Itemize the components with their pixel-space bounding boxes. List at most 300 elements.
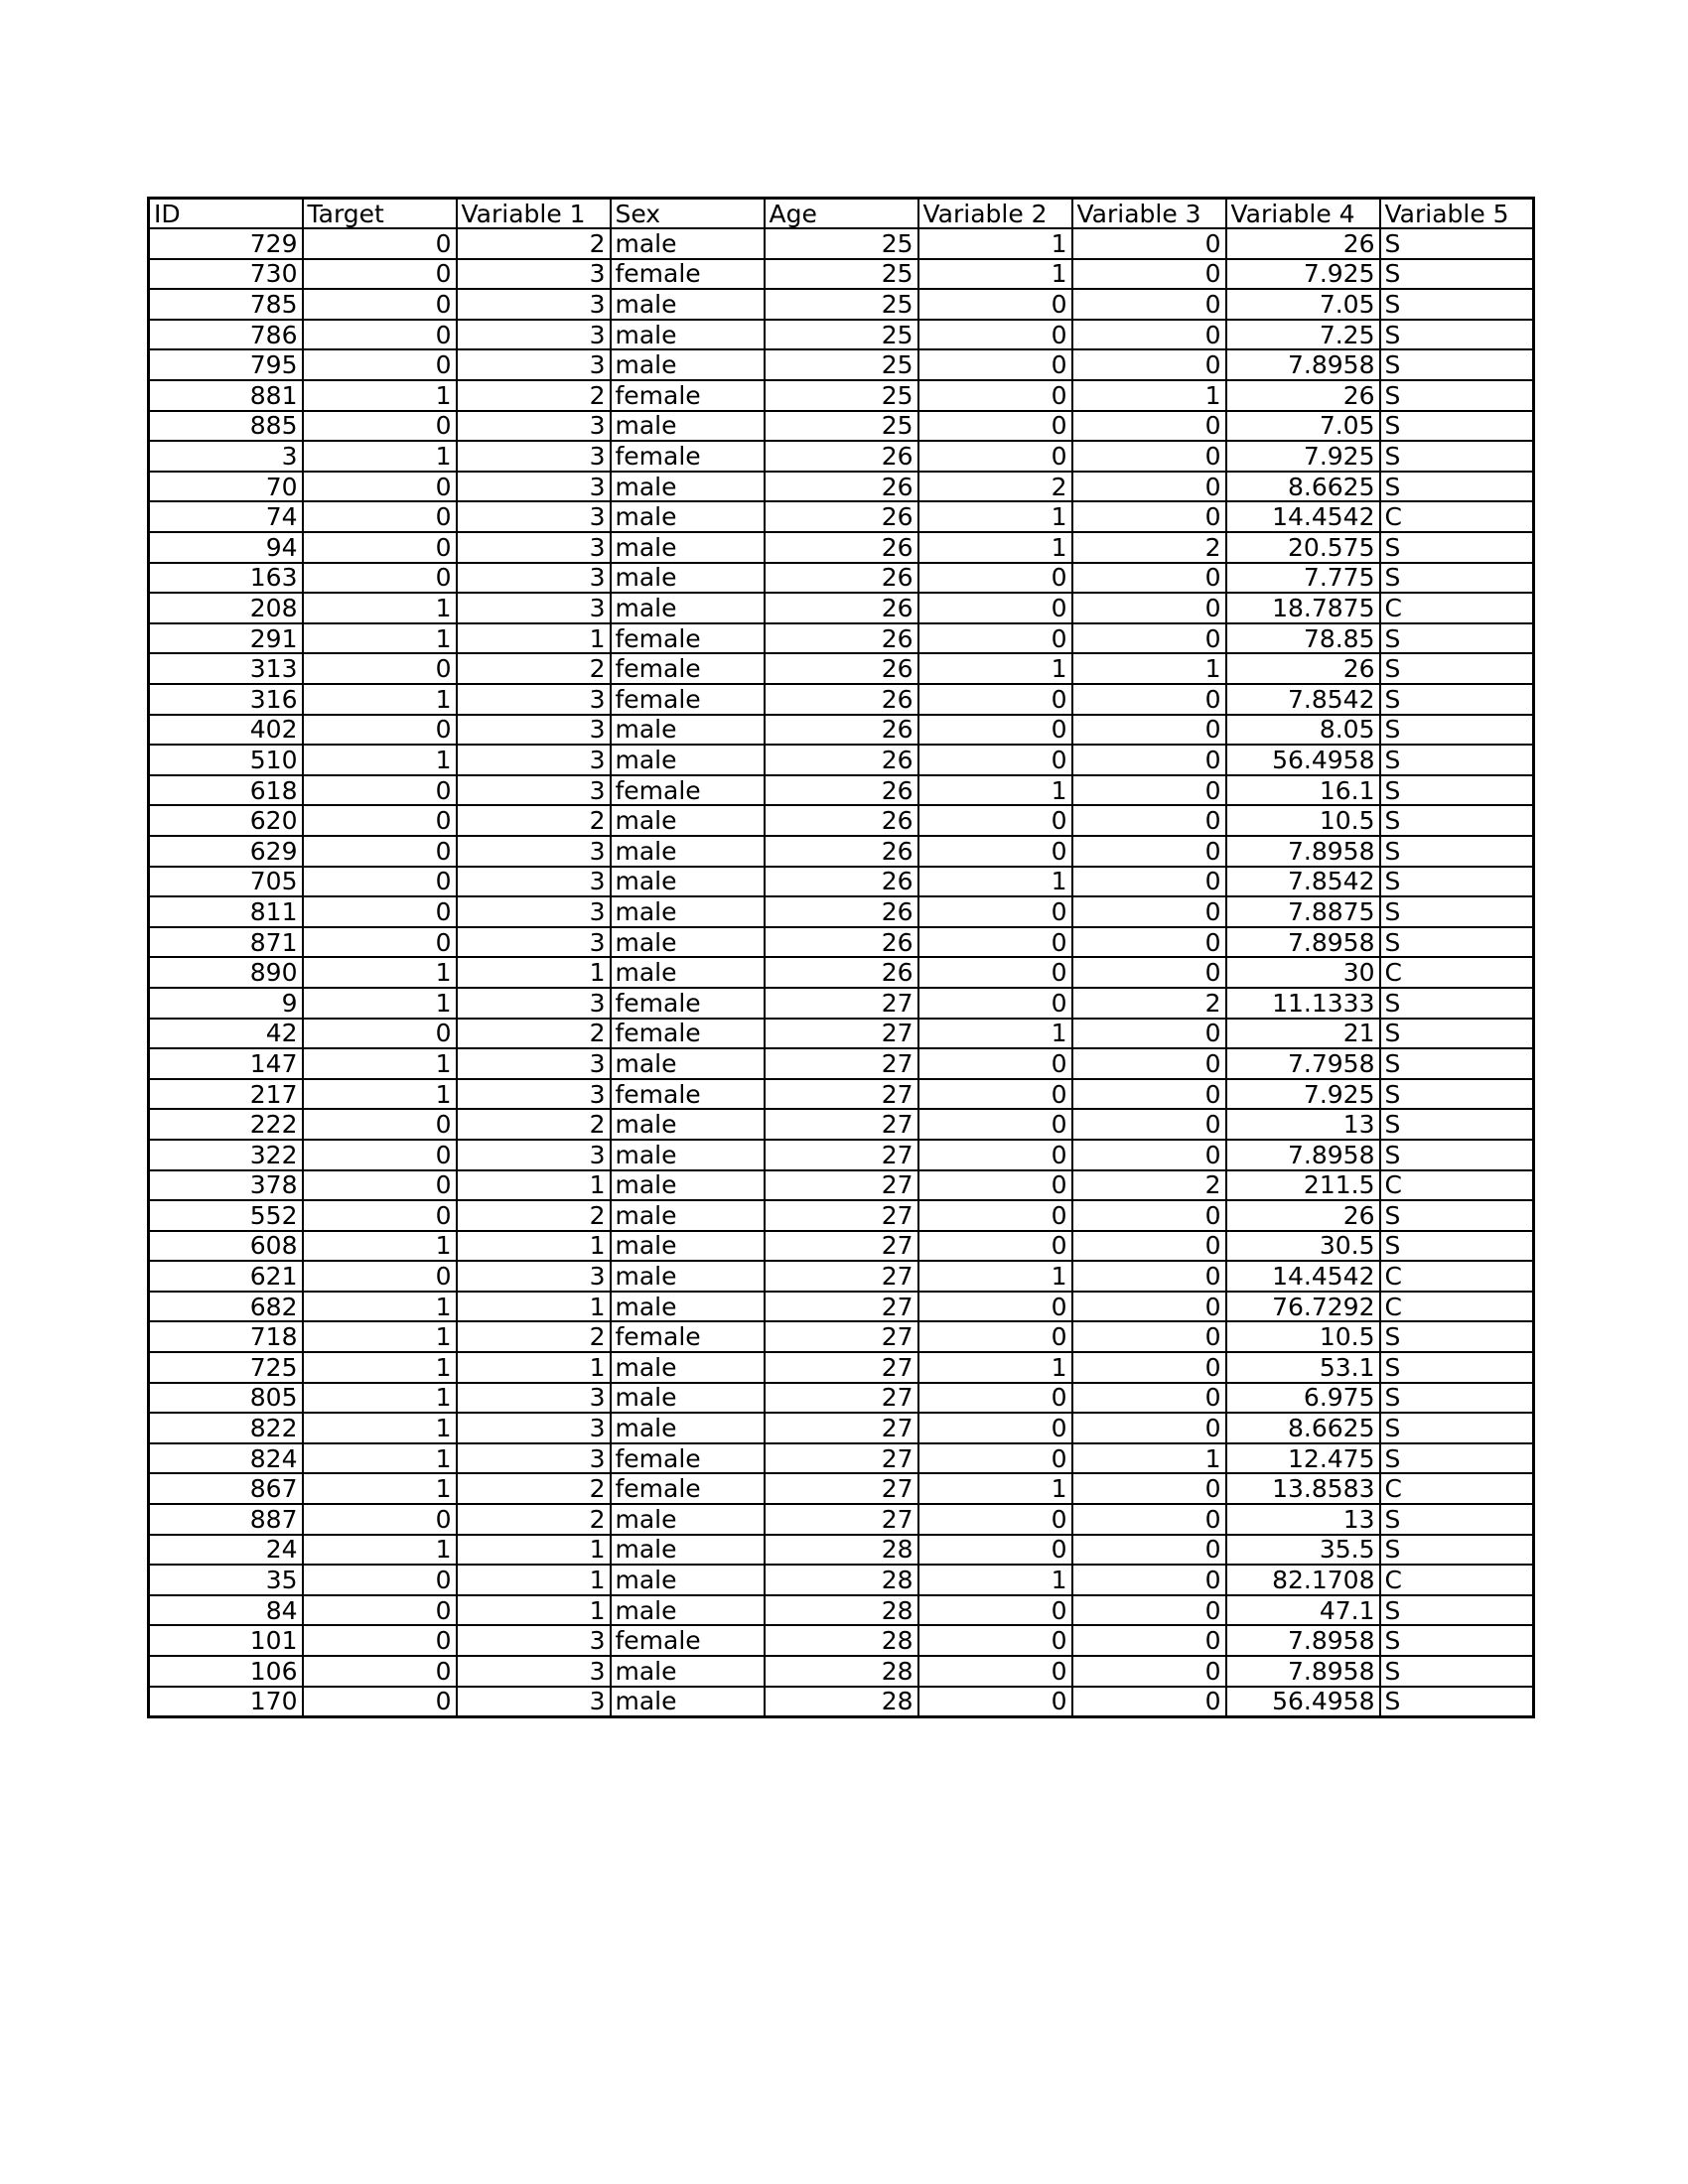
table-cell: 26 bbox=[1226, 1200, 1380, 1231]
table-cell: 0 bbox=[303, 228, 457, 259]
table-cell: 291 bbox=[149, 623, 303, 654]
table-cell: 7.8542 bbox=[1226, 867, 1380, 897]
table-cell: 0 bbox=[918, 1170, 1072, 1201]
table-cell: male bbox=[611, 501, 765, 532]
table-cell: 805 bbox=[149, 1383, 303, 1414]
table-cell: 0 bbox=[918, 623, 1072, 654]
table-cell: 3 bbox=[457, 1656, 611, 1687]
table-cell: 1 bbox=[918, 653, 1072, 684]
table-cell: S bbox=[1380, 745, 1534, 775]
table-cell: 0 bbox=[1072, 1140, 1226, 1170]
table-row bbox=[149, 896, 1534, 927]
table-cell: 0 bbox=[303, 653, 457, 684]
table-cell: 0 bbox=[918, 593, 1072, 623]
table-cell: 1 bbox=[1072, 653, 1226, 684]
table-cell: S bbox=[1380, 441, 1534, 472]
table-cell: 0 bbox=[918, 1656, 1072, 1687]
table-cell: female bbox=[611, 775, 765, 806]
table-cell: 0 bbox=[303, 1200, 457, 1231]
table-cell: 0 bbox=[918, 927, 1072, 958]
table-cell: 25 bbox=[765, 349, 918, 380]
table-cell: male bbox=[611, 1352, 765, 1383]
data-table bbox=[147, 197, 1535, 1718]
table-cell: S bbox=[1380, 1048, 1534, 1079]
table-cell: 0 bbox=[1072, 593, 1226, 623]
table-cell: 785 bbox=[149, 289, 303, 320]
table-row bbox=[149, 927, 1534, 958]
table-cell: 0 bbox=[1072, 1687, 1226, 1717]
table-cell: male bbox=[611, 836, 765, 867]
table-cell: 7.925 bbox=[1226, 259, 1380, 290]
table-row bbox=[149, 1140, 1534, 1170]
table-cell: 0 bbox=[918, 1504, 1072, 1535]
table-cell: 26 bbox=[765, 715, 918, 746]
table-cell: 1 bbox=[303, 1352, 457, 1383]
table-cell: 28 bbox=[765, 1535, 918, 1566]
table-cell: 3 bbox=[457, 563, 611, 594]
table-cell: 27 bbox=[765, 1019, 918, 1049]
table-cell: 0 bbox=[1072, 1019, 1226, 1049]
table-cell: 621 bbox=[149, 1261, 303, 1292]
table-cell: 106 bbox=[149, 1656, 303, 1687]
table-cell: 7.05 bbox=[1226, 411, 1380, 442]
table-row bbox=[149, 1321, 1534, 1352]
table-cell: male bbox=[611, 1170, 765, 1201]
table-cell: C bbox=[1380, 1170, 1534, 1201]
table-cell: 0 bbox=[1072, 775, 1226, 806]
table-cell: S bbox=[1380, 1321, 1534, 1352]
table-cell: 0 bbox=[918, 715, 1072, 746]
table-cell: 11.1333 bbox=[1226, 988, 1380, 1019]
table-cell: S bbox=[1380, 320, 1534, 350]
table-cell: 1 bbox=[918, 1473, 1072, 1504]
table-cell: 13.8583 bbox=[1226, 1473, 1380, 1504]
table-cell: 14.4542 bbox=[1226, 501, 1380, 532]
table-cell: 0 bbox=[1072, 623, 1226, 654]
table-cell: 811 bbox=[149, 896, 303, 927]
table-cell: male bbox=[611, 1565, 765, 1595]
table-cell: S bbox=[1380, 1535, 1534, 1566]
table-cell: 2 bbox=[457, 1019, 611, 1049]
table-cell: 0 bbox=[303, 472, 457, 502]
table-cell: 0 bbox=[303, 411, 457, 442]
table-cell: S bbox=[1380, 259, 1534, 290]
table-cell: 2 bbox=[457, 1504, 611, 1535]
table-cell: 26 bbox=[1226, 653, 1380, 684]
table-cell: male bbox=[611, 867, 765, 897]
table-cell: S bbox=[1380, 411, 1534, 442]
table-row bbox=[149, 1473, 1534, 1504]
table-cell: 0 bbox=[303, 1504, 457, 1535]
table-cell: 26 bbox=[1226, 380, 1380, 411]
table-cell: 3 bbox=[457, 684, 611, 715]
table-cell: S bbox=[1380, 349, 1534, 380]
table-cell: 1 bbox=[457, 1352, 611, 1383]
table-cell: 313 bbox=[149, 653, 303, 684]
table-cell: 3 bbox=[457, 320, 611, 350]
table-cell: 0 bbox=[1072, 1413, 1226, 1443]
table-cell: 0 bbox=[1072, 1473, 1226, 1504]
table-row bbox=[149, 623, 1534, 654]
table-cell: 0 bbox=[918, 320, 1072, 350]
table-cell: 0 bbox=[1072, 1595, 1226, 1626]
table-cell: 0 bbox=[303, 1170, 457, 1201]
table-cell: 2 bbox=[1072, 1170, 1226, 1201]
table-cell: 1 bbox=[457, 1231, 611, 1262]
table-cell: S bbox=[1380, 653, 1534, 684]
table-cell: 3 bbox=[457, 259, 611, 290]
table-cell: 27 bbox=[765, 1170, 918, 1201]
table-cell: female bbox=[611, 1473, 765, 1504]
table-cell: 26 bbox=[765, 563, 918, 594]
table-cell: 552 bbox=[149, 1200, 303, 1231]
table-cell: 1 bbox=[918, 1261, 1072, 1292]
table-cell: 1 bbox=[918, 259, 1072, 290]
table-cell: 1 bbox=[457, 1535, 611, 1566]
table-cell: 3 bbox=[457, 289, 611, 320]
table-row bbox=[149, 472, 1534, 502]
table-cell: 6.975 bbox=[1226, 1383, 1380, 1414]
table-row bbox=[149, 1625, 1534, 1656]
table-cell: S bbox=[1380, 805, 1534, 836]
table-cell: 1 bbox=[303, 623, 457, 654]
table-cell: female bbox=[611, 259, 765, 290]
table-cell: 26 bbox=[765, 653, 918, 684]
table-cell: 27 bbox=[765, 988, 918, 1019]
table-cell: 25 bbox=[765, 259, 918, 290]
table-cell: 18.7875 bbox=[1226, 593, 1380, 623]
column-header: Variable 2 bbox=[918, 199, 1072, 229]
table-cell: 0 bbox=[918, 1535, 1072, 1566]
table-cell: male bbox=[611, 593, 765, 623]
table-cell: S bbox=[1380, 927, 1534, 958]
table-cell: 7.8958 bbox=[1226, 1140, 1380, 1170]
table-cell: 0 bbox=[303, 1687, 457, 1717]
table-cell: 3 bbox=[457, 593, 611, 623]
table-cell: 82.1708 bbox=[1226, 1565, 1380, 1595]
table-cell: 27 bbox=[765, 1473, 918, 1504]
table-cell: female bbox=[611, 1443, 765, 1474]
table-cell: 26 bbox=[1226, 228, 1380, 259]
table-cell: 42 bbox=[149, 1019, 303, 1049]
table-cell: 20.575 bbox=[1226, 532, 1380, 563]
table-cell: 0 bbox=[1072, 1048, 1226, 1079]
table-cell: S bbox=[1380, 867, 1534, 897]
table-cell: male bbox=[611, 228, 765, 259]
table-cell: 1 bbox=[457, 1170, 611, 1201]
table-cell: 0 bbox=[303, 320, 457, 350]
table-cell: 28 bbox=[765, 1687, 918, 1717]
table-cell: female bbox=[611, 623, 765, 654]
table-cell: 1 bbox=[918, 1019, 1072, 1049]
table-cell: 3 bbox=[457, 411, 611, 442]
table-cell: 7.05 bbox=[1226, 289, 1380, 320]
table-cell: male bbox=[611, 1048, 765, 1079]
table-row bbox=[149, 1352, 1534, 1383]
table-cell: 56.4958 bbox=[1226, 1687, 1380, 1717]
table-cell: 1 bbox=[303, 1048, 457, 1079]
table-cell: S bbox=[1380, 1625, 1534, 1656]
table-row bbox=[149, 320, 1534, 350]
table-cell: 0 bbox=[303, 501, 457, 532]
table-cell: S bbox=[1380, 684, 1534, 715]
table-cell: female bbox=[611, 1625, 765, 1656]
column-header: Variable 4 bbox=[1226, 199, 1380, 229]
table-cell: 27 bbox=[765, 1321, 918, 1352]
table-cell: 682 bbox=[149, 1292, 303, 1322]
table-cell: 1 bbox=[303, 988, 457, 1019]
table-cell: 1 bbox=[303, 1079, 457, 1110]
table-row bbox=[149, 653, 1534, 684]
table-cell: 26 bbox=[765, 745, 918, 775]
table-cell: 0 bbox=[918, 1109, 1072, 1140]
table-cell: 0 bbox=[303, 349, 457, 380]
table-row bbox=[149, 563, 1534, 594]
table-cell: 0 bbox=[918, 1231, 1072, 1262]
table-row bbox=[149, 1109, 1534, 1140]
table-row bbox=[149, 715, 1534, 746]
table-cell: 0 bbox=[1072, 1200, 1226, 1231]
table-row bbox=[149, 684, 1534, 715]
table-cell: male bbox=[611, 1504, 765, 1535]
table-cell: 0 bbox=[1072, 1231, 1226, 1262]
table-cell: 0 bbox=[303, 836, 457, 867]
table-cell: 0 bbox=[1072, 1109, 1226, 1140]
table-cell: 1 bbox=[918, 228, 1072, 259]
table-cell: 27 bbox=[765, 1140, 918, 1170]
table-row bbox=[149, 501, 1534, 532]
table-cell: 1 bbox=[303, 1443, 457, 1474]
table-cell: male bbox=[611, 349, 765, 380]
table-cell: 27 bbox=[765, 1048, 918, 1079]
table-cell: 0 bbox=[1072, 349, 1226, 380]
table-cell: S bbox=[1380, 896, 1534, 927]
table-row bbox=[149, 988, 1534, 1019]
table-cell: male bbox=[611, 1261, 765, 1292]
table-cell: 0 bbox=[303, 532, 457, 563]
table-cell: 8.6625 bbox=[1226, 1413, 1380, 1443]
table-cell: 2 bbox=[457, 1473, 611, 1504]
table-cell: 27 bbox=[765, 1504, 918, 1535]
table-cell: 0 bbox=[918, 957, 1072, 988]
table-cell: 26 bbox=[765, 927, 918, 958]
table-cell: 27 bbox=[765, 1261, 918, 1292]
table-cell: 3 bbox=[457, 775, 611, 806]
table-cell: 27 bbox=[765, 1079, 918, 1110]
table-cell: 2 bbox=[457, 653, 611, 684]
table-cell: 1 bbox=[1072, 1443, 1226, 1474]
table-cell: S bbox=[1380, 623, 1534, 654]
table-cell: 0 bbox=[918, 1595, 1072, 1626]
table-cell: C bbox=[1380, 957, 1534, 988]
table-cell: 890 bbox=[149, 957, 303, 988]
table-cell: 0 bbox=[303, 715, 457, 746]
table-cell: 0 bbox=[918, 1048, 1072, 1079]
table-cell: 0 bbox=[1072, 957, 1226, 988]
table-cell: 3 bbox=[457, 896, 611, 927]
table-cell: 84 bbox=[149, 1595, 303, 1626]
table-cell: C bbox=[1380, 1261, 1534, 1292]
table-cell: male bbox=[611, 927, 765, 958]
table-cell: 7.8958 bbox=[1226, 836, 1380, 867]
table-row bbox=[149, 1383, 1534, 1414]
table-cell: 27 bbox=[765, 1109, 918, 1140]
table-cell: 1 bbox=[303, 441, 457, 472]
table-cell: 27 bbox=[765, 1200, 918, 1231]
table-cell: male bbox=[611, 1687, 765, 1717]
table-cell: male bbox=[611, 532, 765, 563]
table-cell: 0 bbox=[1072, 472, 1226, 502]
table-cell: 822 bbox=[149, 1413, 303, 1443]
table-cell: 9 bbox=[149, 988, 303, 1019]
table-cell: 0 bbox=[303, 1595, 457, 1626]
table-cell: 0 bbox=[1072, 411, 1226, 442]
table-cell: 30.5 bbox=[1226, 1231, 1380, 1262]
table-row bbox=[149, 1535, 1534, 1566]
table-cell: 0 bbox=[303, 563, 457, 594]
table-row bbox=[149, 228, 1534, 259]
table-cell: 14.4542 bbox=[1226, 1261, 1380, 1292]
table-cell: S bbox=[1380, 1504, 1534, 1535]
table-cell: 26 bbox=[765, 684, 918, 715]
table-cell: C bbox=[1380, 501, 1534, 532]
table-cell: 0 bbox=[918, 411, 1072, 442]
table-cell: 1 bbox=[457, 957, 611, 988]
table-cell: 0 bbox=[1072, 441, 1226, 472]
table-row bbox=[149, 289, 1534, 320]
table-cell: 0 bbox=[303, 1565, 457, 1595]
table-cell: 7.25 bbox=[1226, 320, 1380, 350]
table-cell: male bbox=[611, 1292, 765, 1322]
table-cell: 8.6625 bbox=[1226, 472, 1380, 502]
table-cell: male bbox=[611, 289, 765, 320]
table-cell: 867 bbox=[149, 1473, 303, 1504]
table-cell: 0 bbox=[1072, 927, 1226, 958]
table-cell: male bbox=[611, 1200, 765, 1231]
table-row bbox=[149, 1656, 1534, 1687]
table-cell: 0 bbox=[1072, 805, 1226, 836]
table-cell: 0 bbox=[1072, 745, 1226, 775]
table-cell: 28 bbox=[765, 1625, 918, 1656]
column-header: Sex bbox=[611, 199, 765, 229]
table-cell: 3 bbox=[457, 441, 611, 472]
table-cell: 3 bbox=[457, 1140, 611, 1170]
table-cell: 70 bbox=[149, 472, 303, 502]
table-cell: 824 bbox=[149, 1443, 303, 1474]
table-cell: 2 bbox=[1072, 988, 1226, 1019]
table-cell: 1 bbox=[457, 623, 611, 654]
table-cell: female bbox=[611, 1079, 765, 1110]
table-cell: S bbox=[1380, 1656, 1534, 1687]
table-cell: S bbox=[1380, 836, 1534, 867]
table-cell: 26 bbox=[765, 836, 918, 867]
table-cell: 26 bbox=[765, 775, 918, 806]
table-cell: C bbox=[1380, 1292, 1534, 1322]
column-header: Variable 5 bbox=[1380, 199, 1534, 229]
table-cell: 170 bbox=[149, 1687, 303, 1717]
table-cell: 0 bbox=[918, 1079, 1072, 1110]
table-cell: 217 bbox=[149, 1079, 303, 1110]
table-cell: 0 bbox=[918, 988, 1072, 1019]
table-cell: 608 bbox=[149, 1231, 303, 1262]
table-cell: 510 bbox=[149, 745, 303, 775]
table-cell: 0 bbox=[1072, 867, 1226, 897]
table-cell: 13 bbox=[1226, 1109, 1380, 1140]
table-cell: 0 bbox=[1072, 228, 1226, 259]
table-cell: female bbox=[611, 684, 765, 715]
table-cell: 26 bbox=[765, 623, 918, 654]
table-cell: female bbox=[611, 653, 765, 684]
table-cell: 101 bbox=[149, 1625, 303, 1656]
table-cell: 0 bbox=[918, 836, 1072, 867]
table-cell: 1 bbox=[303, 1383, 457, 1414]
table-cell: 0 bbox=[1072, 684, 1226, 715]
table-cell: 0 bbox=[1072, 1352, 1226, 1383]
table-cell: 28 bbox=[765, 1595, 918, 1626]
table-cell: 0 bbox=[918, 1321, 1072, 1352]
table-row bbox=[149, 380, 1534, 411]
table-cell: 0 bbox=[918, 380, 1072, 411]
table-cell: 3 bbox=[457, 1383, 611, 1414]
table-cell: 0 bbox=[1072, 1565, 1226, 1595]
table-cell: 25 bbox=[765, 411, 918, 442]
table-row bbox=[149, 805, 1534, 836]
table-cell: 27 bbox=[765, 1231, 918, 1262]
table-cell: 2 bbox=[457, 1109, 611, 1140]
table-cell: male bbox=[611, 1656, 765, 1687]
table-cell: S bbox=[1380, 1079, 1534, 1110]
table-cell: 725 bbox=[149, 1352, 303, 1383]
table-cell: male bbox=[611, 715, 765, 746]
table-cell: 0 bbox=[1072, 1504, 1226, 1535]
table-cell: 7.775 bbox=[1226, 563, 1380, 594]
table-cell: 0 bbox=[303, 1140, 457, 1170]
table-cell: S bbox=[1380, 228, 1534, 259]
table-cell: 3 bbox=[457, 472, 611, 502]
table-cell: 7.7958 bbox=[1226, 1048, 1380, 1079]
table-row bbox=[149, 1170, 1534, 1201]
table-cell: 0 bbox=[918, 349, 1072, 380]
table-cell: 147 bbox=[149, 1048, 303, 1079]
table-cell: 21 bbox=[1226, 1019, 1380, 1049]
table-cell: C bbox=[1380, 1473, 1534, 1504]
table-row bbox=[149, 1079, 1534, 1110]
table-cell: 0 bbox=[1072, 320, 1226, 350]
table-cell: 7.8958 bbox=[1226, 1656, 1380, 1687]
table-row bbox=[149, 1231, 1534, 1262]
table-cell: 730 bbox=[149, 259, 303, 290]
table-row bbox=[149, 867, 1534, 897]
table-cell: 7.8958 bbox=[1226, 927, 1380, 958]
table-cell: 7.8958 bbox=[1226, 1625, 1380, 1656]
table-cell: 885 bbox=[149, 411, 303, 442]
table-cell: male bbox=[611, 1595, 765, 1626]
table-cell: 12.475 bbox=[1226, 1443, 1380, 1474]
table-cell: S bbox=[1380, 988, 1534, 1019]
table-cell: 0 bbox=[1072, 1321, 1226, 1352]
table-row bbox=[149, 836, 1534, 867]
table-row bbox=[149, 1261, 1534, 1292]
table-cell: 3 bbox=[457, 349, 611, 380]
table-cell: 2 bbox=[457, 1321, 611, 1352]
table-cell: male bbox=[611, 472, 765, 502]
table-cell: 94 bbox=[149, 532, 303, 563]
table-cell: S bbox=[1380, 289, 1534, 320]
table-cell: 0 bbox=[303, 1109, 457, 1140]
table-cell: 0 bbox=[918, 1443, 1072, 1474]
table-cell: 26 bbox=[765, 957, 918, 988]
table-cell: female bbox=[611, 988, 765, 1019]
